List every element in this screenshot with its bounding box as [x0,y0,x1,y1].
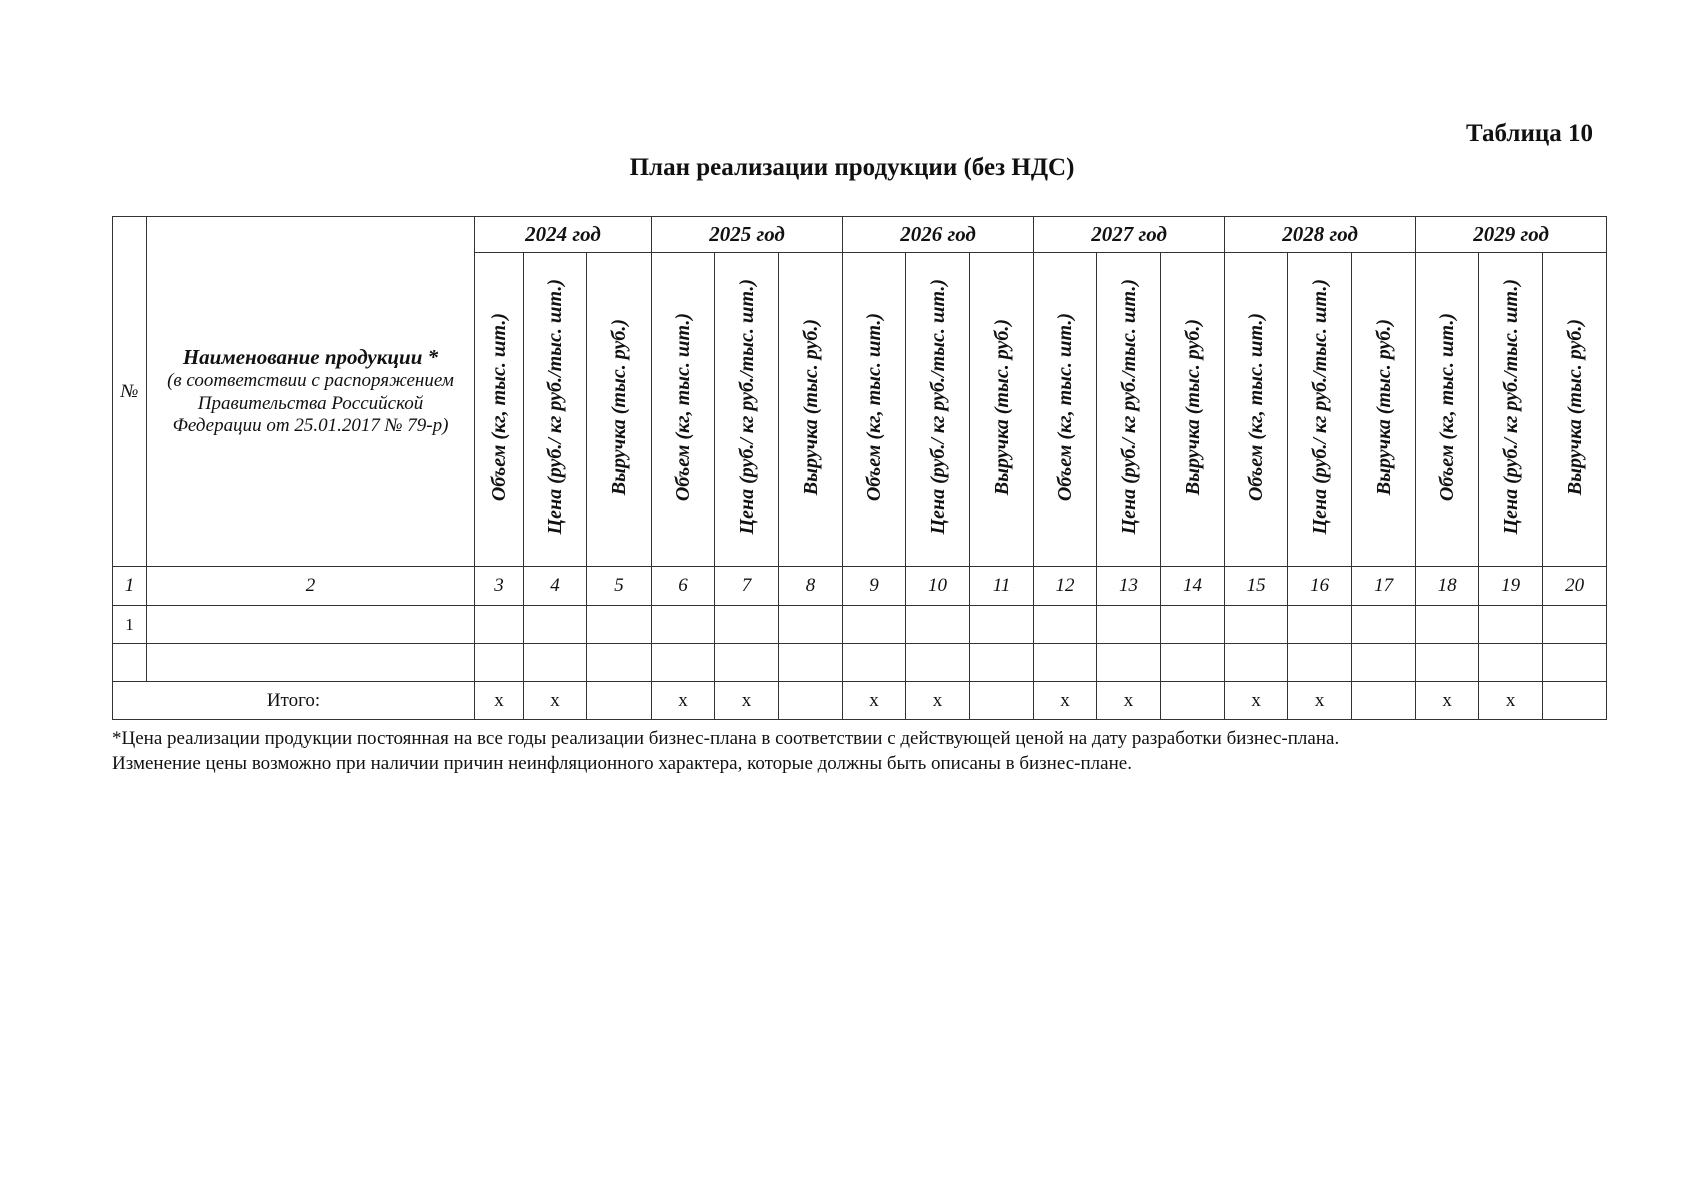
column-index: 5 [587,567,652,606]
total-cell: x [524,682,587,720]
column-index: 12 [1034,567,1097,606]
revenue-header: Выручка (тыс. руб.) [1161,253,1225,567]
total-cell: x [715,682,779,720]
column-index: 1 [113,567,147,606]
table-cell [1034,644,1097,682]
year-header: 2024 год [475,217,652,253]
year-header: 2025 год [652,217,843,253]
column-index: 7 [715,567,779,606]
year-header-row [113,217,1607,253]
table-cell [587,644,652,682]
year-header: 2027 год [1034,217,1225,253]
row-number [113,644,147,682]
column-index: 15 [1225,567,1288,606]
total-cell: x [475,682,524,720]
total-cell: x [1479,682,1543,720]
column-index: 20 [1543,567,1607,606]
revenue-header: Выручка (тыс. руб.) [779,253,843,567]
table-cell [1034,606,1097,644]
total-row [113,682,1607,720]
table-cell [1352,606,1416,644]
total-cell: x [1097,682,1161,720]
year-header: 2029 год [1416,217,1607,253]
column-index-row [113,567,1607,606]
table-cell [970,606,1034,644]
product-name-reference: (в соответствии с распоряжением Правительства Российской Федерации от 25.01.2017 № 79-р) [167,369,454,437]
table-cell [843,644,906,682]
total-cell: x [1416,682,1479,720]
table-cell [1161,644,1225,682]
column-index: 3 [475,567,524,606]
product-name-header [147,217,475,567]
column-index: 19 [1479,567,1543,606]
table-cell [524,606,587,644]
table-cell [779,606,843,644]
product-name-cell [147,606,475,644]
volume-header: Объем (кг, тыс. шт.) [1225,253,1288,567]
total-cell: x [906,682,970,720]
product-name-cell [147,644,475,682]
total-cell: x [1034,682,1097,720]
volume-header: Объем (кг, тыс. шт.) [1034,253,1097,567]
table-cell [524,644,587,682]
column-index: 11 [970,567,1034,606]
table-cell [1543,644,1607,682]
table-cell [475,644,524,682]
table-cell [779,644,843,682]
table-cell [1225,644,1288,682]
revenue-header: Выручка (тыс. руб.) [1352,253,1416,567]
table-row [113,606,1607,644]
sales-plan-table [112,216,1607,720]
table-cell [1288,644,1352,682]
table-row [113,644,1607,682]
number-column-header: № [113,217,147,567]
table-cell [715,606,779,644]
table-cell [906,644,970,682]
total-cell [970,682,1034,720]
table-cell [1097,606,1161,644]
column-index: 10 [906,567,970,606]
document-title: План реализации продукции (без НДС) [629,154,1075,181]
price-header: Цена (руб./ кг руб./тыс. шт.) [1288,253,1352,567]
footnote-line: Изменение цены возможно при наличии причин неинфляционного характера, которые должны быть описаны в бизнес-плане. [112,753,1132,774]
year-header: 2028 год [1225,217,1416,253]
column-index: 4 [524,567,587,606]
revenue-header: Выручка (тыс. руб.) [1543,253,1607,567]
table-cell [1352,644,1416,682]
table-cell [475,606,524,644]
volume-header: Объем (кг, тыс. шт.) [1416,253,1479,567]
total-label: Итого: [113,682,475,720]
table-cell [1097,644,1161,682]
column-index: 18 [1416,567,1479,606]
total-cell [779,682,843,720]
price-header: Цена (руб./ кг руб./тыс. шт.) [715,253,779,567]
total-cell [587,682,652,720]
table-cell [906,606,970,644]
table-cell [1416,644,1479,682]
row-number: 1 [113,606,147,644]
total-cell: x [652,682,715,720]
total-cell: x [843,682,906,720]
volume-header: Объем (кг, тыс. шт.) [475,253,524,567]
price-footnote [112,726,1612,776]
price-header: Цена (руб./ кг руб./тыс. шт.) [906,253,970,567]
price-header: Цена (руб./ кг руб./тыс. шт.) [1479,253,1543,567]
table-cell [1288,606,1352,644]
table-cell [587,606,652,644]
volume-header: Объем (кг, тыс. шт.) [843,253,906,567]
column-index: 9 [843,567,906,606]
revenue-header: Выручка (тыс. руб.) [970,253,1034,567]
total-cell [1543,682,1607,720]
total-cell [1161,682,1225,720]
total-cell: x [1225,682,1288,720]
column-index: 2 [147,567,475,606]
column-index: 8 [779,567,843,606]
column-index: 6 [652,567,715,606]
table-cell [1479,644,1543,682]
column-index: 14 [1161,567,1225,606]
table-cell [715,644,779,682]
total-cell [1352,682,1416,720]
table-cell [843,606,906,644]
table-cell [970,644,1034,682]
column-index: 13 [1097,567,1161,606]
table-cell [1416,606,1479,644]
table-cell [1161,606,1225,644]
table-cell [652,644,715,682]
product-name-title: Наименование продукции * [182,344,439,369]
table-cell [652,606,715,644]
revenue-header: Выручка (тыс. руб.) [587,253,652,567]
price-header: Цена (руб./ кг руб./тыс. шт.) [1097,253,1161,567]
table-cell [1225,606,1288,644]
volume-header: Объем (кг, тыс. шт.) [652,253,715,567]
total-cell: x [1288,682,1352,720]
column-index: 17 [1352,567,1416,606]
footnote-line: *Цена реализации продукции постоянная на все годы реализации бизнес-плана в соответствии с действующей ценой на дату разработки бизнес-плана. [112,728,1340,749]
column-index: 16 [1288,567,1352,606]
table-cell [1479,606,1543,644]
table-number-label: Таблица 10 [1465,120,1593,147]
table-cell [1543,606,1607,644]
price-header: Цена (руб./ кг руб./тыс. шт.) [524,253,587,567]
year-header: 2026 год [843,217,1034,253]
